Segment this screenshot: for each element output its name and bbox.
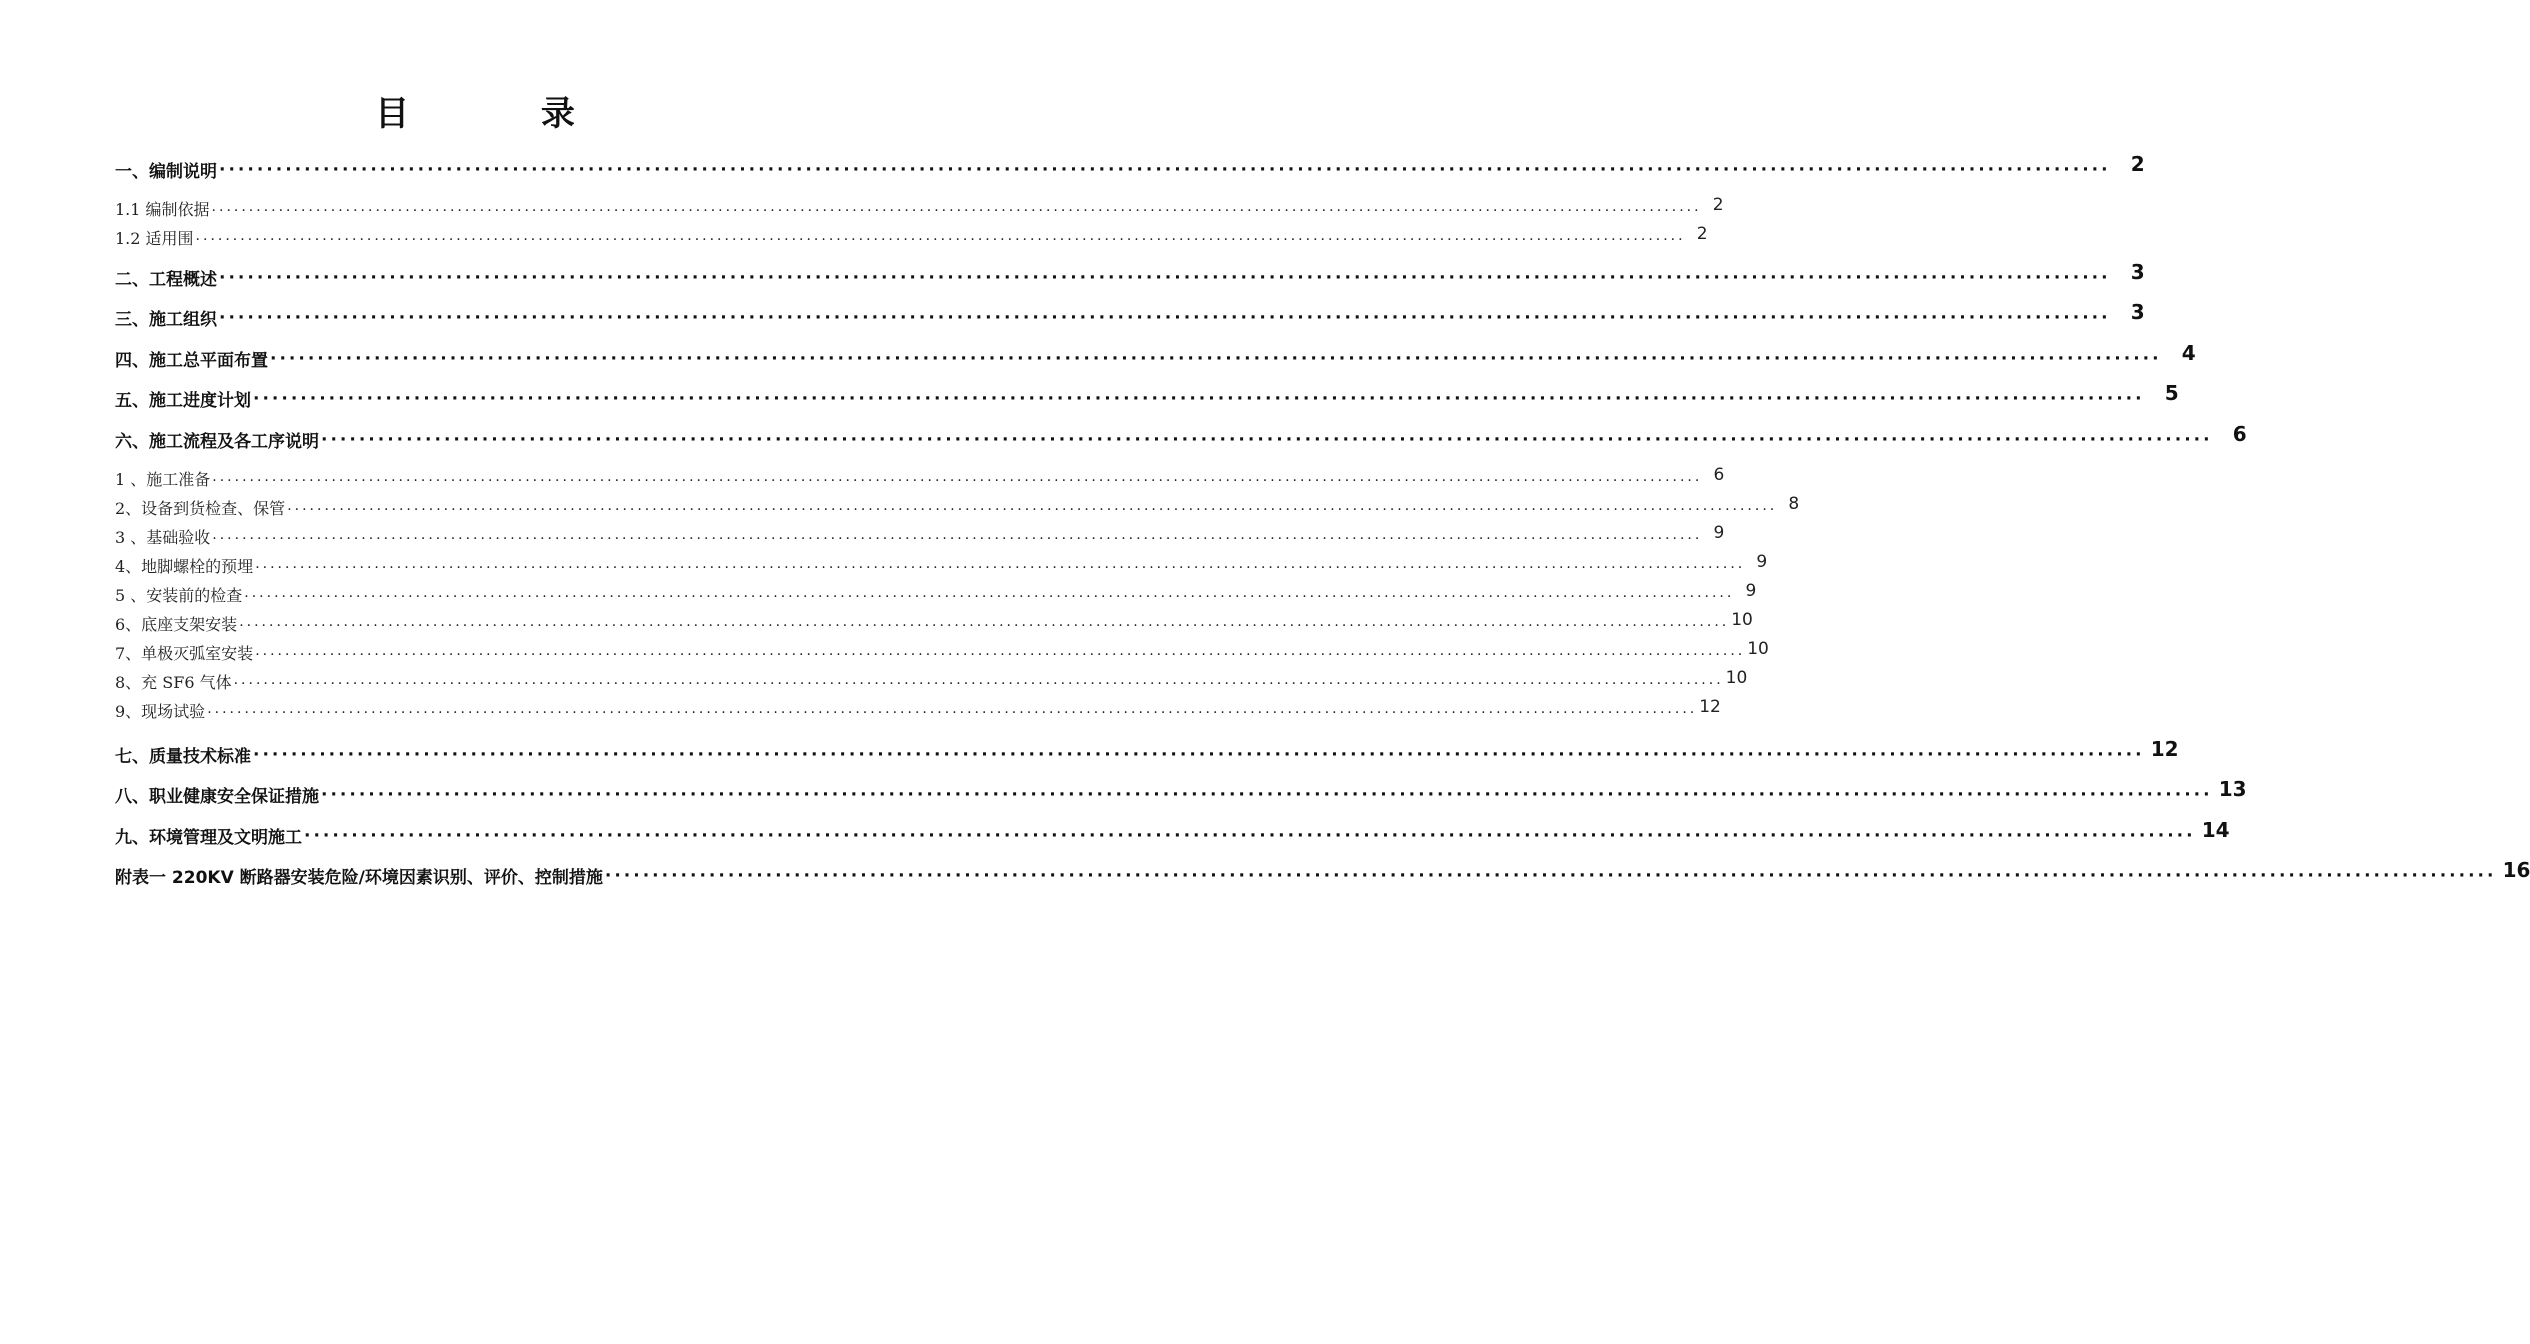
toc-entry-label: 6、底座支架安装 [115, 614, 238, 634]
toc-entry-label: 五、施工进度计划 [115, 391, 251, 411]
toc-entry[interactable] [115, 150, 2145, 182]
dot-leader: ········································································································································································································ [212, 472, 1703, 489]
toc-page-number: 9 [1713, 522, 1725, 543]
toc-entry[interactable] [115, 577, 1757, 606]
toc-entry[interactable] [115, 767, 2247, 808]
toc-entry[interactable] [115, 693, 1721, 722]
dot-leader: ········································································································································································································ [255, 559, 1746, 576]
dot-leader: ········································································································································································································ [219, 160, 2111, 180]
toc-entry-label: 4、地脚螺栓的预埋 [115, 556, 254, 576]
toc-page-number: 10 [1725, 667, 1748, 688]
dot-leader: ········································································································································································································ [244, 588, 1735, 605]
toc-entry[interactable] [115, 290, 2145, 331]
toc-entry[interactable] [115, 519, 1725, 548]
dot-leader: ········································································································································································································ [212, 530, 1703, 547]
toc-entry[interactable] [115, 722, 2179, 767]
toc-entry[interactable] [115, 182, 1724, 220]
dot-leader: ········································································································································································································ [219, 308, 2111, 328]
toc-entry-label: 2、设备到货检查、保管 [115, 498, 286, 518]
toc-entry-label: 四、施工总平面布置 [115, 350, 268, 371]
table-of-contents [115, 150, 2530, 888]
toc-entry-label: 1.1 编制依据 [115, 200, 210, 219]
toc-entry[interactable] [115, 548, 1768, 577]
dot-leader: ········································································································································································································ [219, 267, 2111, 288]
toc-entry-label: 附表一 220KV 断路器安装危险/环境因素识别、评价、控制措施 [115, 868, 603, 888]
toc-page-number: 10 [1731, 609, 1753, 630]
toc-page-number: 6 [2232, 421, 2247, 446]
toc-entry-label: 1.2 适用围 [115, 229, 194, 248]
toc-page-number: 9 [1745, 580, 1757, 601]
toc-entry[interactable] [115, 249, 2145, 290]
toc-page-number: 9 [1756, 551, 1768, 572]
toc-page-number: 12 [2150, 736, 2179, 761]
dot-leader: ········································································································································································································ [239, 617, 1730, 634]
dot-leader: ········································································································································································································ [270, 348, 2162, 369]
dot-leader: ········································································································································································································ [253, 744, 2145, 765]
toc-entry[interactable] [115, 635, 1769, 664]
toc-entry[interactable] [115, 371, 2179, 412]
toc-entry-label: 七、质量技术标准 [115, 746, 251, 767]
toc-entry[interactable] [115, 807, 2230, 848]
toc-page-number: 13 [2218, 777, 2247, 801]
toc-entry-label: 3 、基础验收 [115, 527, 211, 547]
toc-page-number: 2 [1712, 195, 1724, 215]
page-title: 目 录 [375, 94, 635, 134]
toc-page-number: 5 [2164, 381, 2179, 405]
dot-leader: ········································································································································································································ [321, 785, 2213, 805]
toc-entry[interactable] [115, 490, 1800, 519]
dot-leader: ········································································································································································································ [304, 825, 2196, 846]
dot-leader: ········································································································································································································ [253, 389, 2145, 409]
dot-leader: ········································································································································································································ [287, 501, 1778, 518]
toc-page-number: 12 [1699, 696, 1721, 717]
toc-page-number: 16 [2502, 858, 2530, 882]
toc-entry-label: 三、施工组织 [115, 310, 217, 330]
dot-leader: ········································································································································································································ [233, 675, 1724, 692]
toc-entry[interactable] [115, 664, 1748, 693]
toc-entry-label: 7、单极灭弧室安装 [115, 643, 254, 663]
toc-entry-label: 1 、施工准备 [115, 469, 211, 489]
dot-leader: ········································································································································································································ [321, 429, 2213, 450]
toc-entry-label: 九、环境管理及文明施工 [115, 827, 302, 848]
toc-page-number: 8 [1788, 493, 1800, 514]
toc-entry[interactable] [115, 452, 1725, 490]
dot-leader: ········································································································································································································ [604, 866, 2497, 886]
toc-page-number: 3 [2130, 300, 2145, 324]
toc-entry[interactable] [115, 606, 1753, 635]
toc-entry-label: 一、编制说明 [115, 162, 217, 182]
toc-entry[interactable] [115, 330, 2196, 371]
toc-entry[interactable] [115, 848, 2530, 889]
toc-entry[interactable] [115, 220, 1708, 249]
toc-entry-label: 二、工程概述 [115, 269, 217, 290]
toc-page-number: 14 [2201, 817, 2230, 842]
toc-entry-label: 六、施工流程及各工序说明 [115, 431, 319, 452]
toc-entry-label: 9、现场试验 [115, 701, 206, 721]
toc-page-number: 2 [2130, 152, 2145, 176]
toc-page-number: 10 [1747, 638, 1769, 659]
dot-leader: ········································································································································································································ [207, 704, 1698, 721]
dot-leader: ········································································································································································································ [255, 646, 1746, 663]
toc-page-number: 3 [2130, 259, 2145, 284]
toc-page-number: 6 [1713, 464, 1725, 485]
dot-leader: ········································································································································································································ [211, 203, 1702, 219]
toc-entry-label: 5 、安装前的检查 [115, 585, 243, 605]
toc-page-number: 2 [1696, 224, 1708, 244]
toc-entry-label: 八、职业健康安全保证措施 [115, 787, 319, 807]
toc-entry-label: 8、充 SF6 气体 [115, 672, 232, 692]
toc-entry[interactable] [115, 411, 2247, 452]
toc-page-number: 4 [2181, 340, 2196, 365]
dot-leader: ········································································································································································································ [195, 232, 1686, 248]
